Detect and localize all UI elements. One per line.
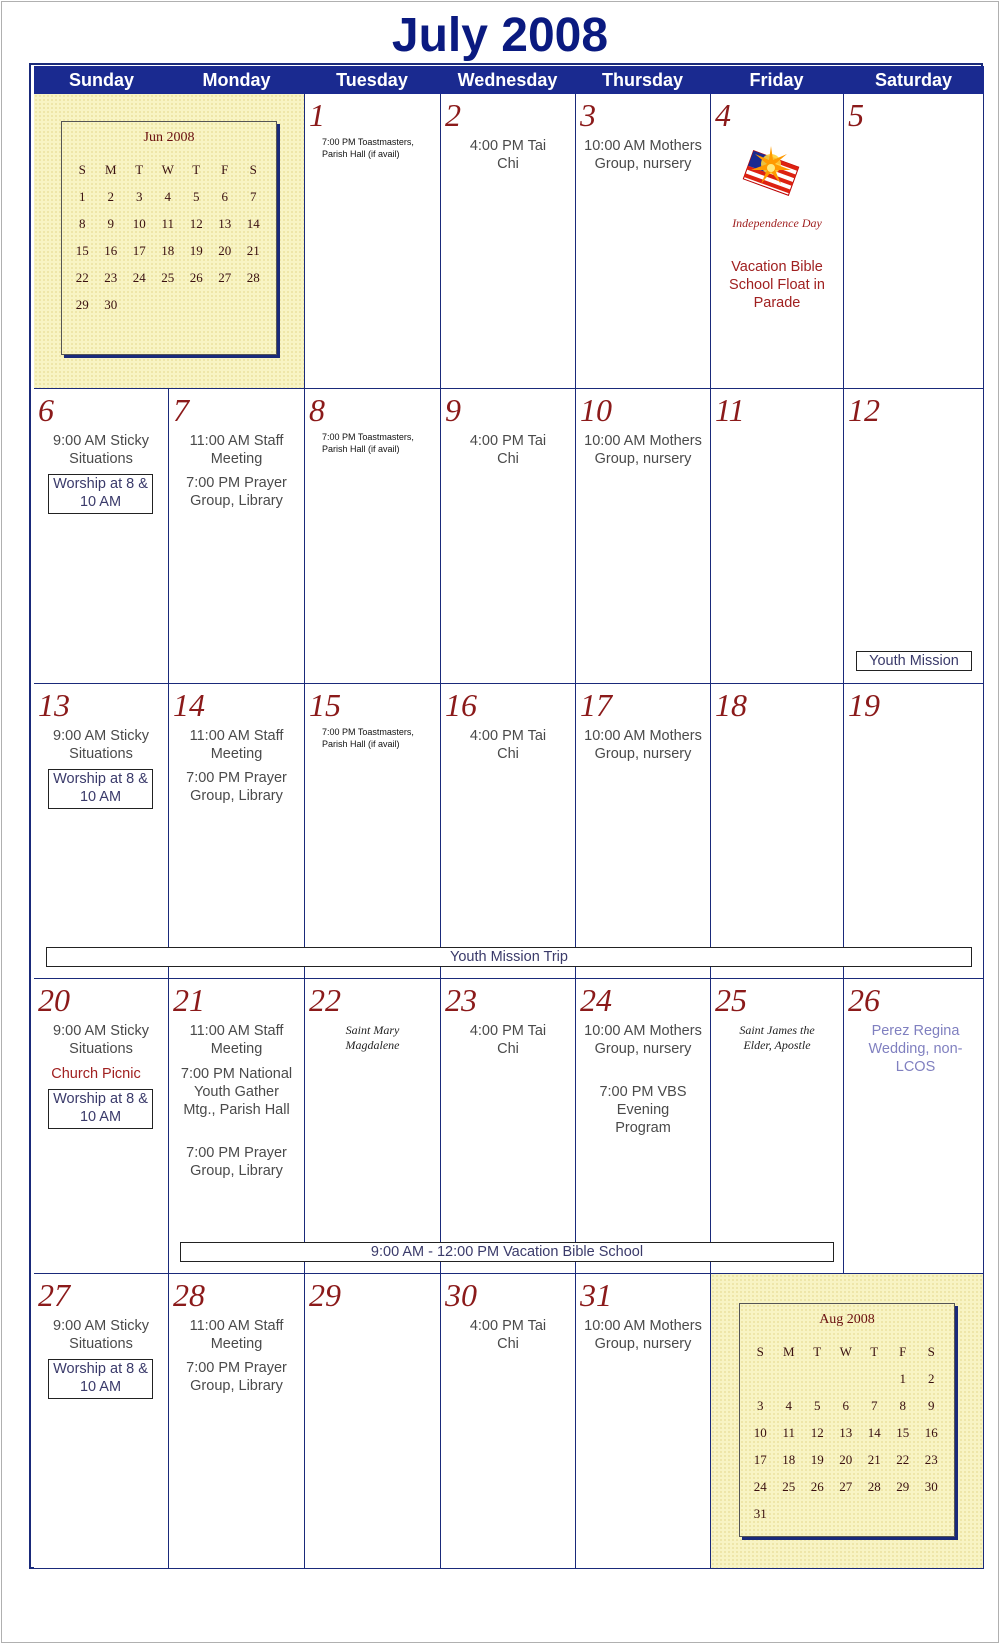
weekday-thursday: Thursday bbox=[601, 70, 684, 90]
mini-day: 4 bbox=[785, 1397, 792, 1413]
weekday-monday: Monday bbox=[202, 70, 271, 90]
mini-day: 29 bbox=[896, 1478, 910, 1494]
day-cell-2[interactable] bbox=[441, 94, 576, 389]
day-cell-9[interactable] bbox=[441, 389, 576, 684]
day-number: 26 bbox=[848, 982, 880, 1018]
mini-day: 23 bbox=[104, 269, 118, 285]
day-number: 24 bbox=[580, 982, 612, 1018]
mini-day: 6 bbox=[221, 188, 228, 204]
day-cell-3[interactable] bbox=[576, 94, 711, 389]
mini-day: 7 bbox=[250, 188, 257, 204]
mini-day: 19 bbox=[810, 1451, 824, 1467]
next-month-cell bbox=[711, 1274, 984, 1569]
mini-day: 21 bbox=[867, 1451, 881, 1467]
event-independence-day[interactable]: Independence Day bbox=[732, 216, 822, 230]
day-cell-21[interactable] bbox=[169, 979, 305, 1274]
mini-day: 8 bbox=[79, 215, 86, 231]
day-number: 20 bbox=[38, 982, 70, 1018]
mini-day: 13 bbox=[839, 1424, 853, 1440]
mini-header: W bbox=[161, 161, 174, 177]
day-cell-26[interactable] bbox=[844, 979, 984, 1274]
mini-day: 16 bbox=[104, 242, 118, 258]
event-worship[interactable]: Worship at 8 & 10 AM bbox=[48, 769, 153, 809]
mini-day: 20 bbox=[839, 1451, 853, 1467]
mini-day: 26 bbox=[810, 1478, 824, 1494]
day-number: 28 bbox=[173, 1277, 205, 1313]
day-number: 8 bbox=[309, 392, 325, 428]
day-number: 18 bbox=[715, 687, 747, 723]
mini-day: 31 bbox=[753, 1505, 767, 1521]
mini-header: M bbox=[782, 1343, 795, 1359]
event-staff-meeting[interactable]: 11:00 AM Staff Meeting bbox=[189, 728, 284, 762]
day-number: 22 bbox=[309, 982, 341, 1018]
day-cell-30[interactable] bbox=[441, 1274, 576, 1569]
day-number: 30 bbox=[445, 1277, 477, 1313]
day-cell-29[interactable] bbox=[305, 1274, 441, 1569]
event-prayer-group[interactable]: 7:00 PM Prayer Group, Library bbox=[186, 1360, 287, 1394]
mini-day: 22 bbox=[896, 1451, 910, 1467]
mini-day: 2 bbox=[928, 1370, 935, 1386]
mini-header: S bbox=[756, 1343, 764, 1359]
mini-day: 17 bbox=[753, 1451, 767, 1467]
mini-day: 10 bbox=[753, 1424, 767, 1440]
event-tai-chi[interactable]: 4:00 PM Tai Chi bbox=[469, 138, 547, 172]
event-church-picnic[interactable]: Church Picnic bbox=[51, 1066, 141, 1082]
event-toastmasters[interactable]: 7:00 PM Toastmasters, Parish Hall (if avail) bbox=[322, 432, 414, 454]
day-number: 4 bbox=[715, 97, 731, 133]
event-sticky-situations[interactable]: 9:00 AM Sticky Situations bbox=[53, 728, 149, 762]
day-cell-15[interactable] bbox=[305, 684, 441, 979]
mini-day: 9 bbox=[928, 1397, 935, 1413]
day-number: 14 bbox=[173, 687, 205, 723]
event-national-youth[interactable]: 7:00 PM National Youth Gather Mtg., Parish Hall bbox=[180, 1066, 293, 1118]
event-vbs-float[interactable]: Vacation Bible School Float in Parade bbox=[729, 259, 825, 311]
mini-header: T bbox=[813, 1343, 822, 1359]
event-tai-chi[interactable]: 4:00 PM Tai Chi bbox=[469, 728, 547, 762]
day-number: 27 bbox=[38, 1277, 70, 1313]
mini-day bbox=[182, 291, 211, 318]
mini-header: T bbox=[870, 1343, 879, 1359]
mini-calendar-august bbox=[739, 1303, 955, 1537]
day-cell-17[interactable] bbox=[576, 684, 711, 979]
event-prayer-group[interactable]: 7:00 PM Prayer Group, Library bbox=[186, 770, 287, 804]
event-worship[interactable]: Worship at 8 & 10 AM bbox=[48, 1359, 153, 1399]
day-number: 9 bbox=[445, 392, 461, 428]
event-sticky-situations[interactable]: 9:00 AM Sticky Situations bbox=[53, 1023, 149, 1057]
mini-day: 9 bbox=[107, 215, 114, 231]
mini-day: 14 bbox=[246, 215, 260, 231]
mini-day: 28 bbox=[246, 269, 260, 285]
mini-day: 8 bbox=[899, 1397, 906, 1413]
mini-day: 27 bbox=[218, 269, 232, 285]
day-number: 10 bbox=[580, 392, 612, 428]
event-sticky-situations[interactable]: 9:00 AM Sticky Situations bbox=[53, 1318, 149, 1352]
event-staff-meeting[interactable]: 11:00 AM Staff Meeting bbox=[189, 433, 284, 467]
event-toastmasters[interactable]: 7:00 PM Toastmasters, Parish Hall (if avail) bbox=[322, 727, 414, 749]
mini-day: 19 bbox=[189, 242, 203, 258]
mini-day: 5 bbox=[193, 188, 200, 204]
day-number: 31 bbox=[580, 1277, 612, 1313]
day-number: 15 bbox=[309, 687, 341, 723]
event-worship[interactable]: Worship at 8 & 10 AM bbox=[48, 1089, 153, 1129]
event-staff-meeting[interactable]: 11:00 AM Staff Meeting bbox=[189, 1023, 284, 1057]
day-cell-25[interactable] bbox=[711, 979, 844, 1274]
day-cell-23[interactable] bbox=[441, 979, 576, 1274]
day-number: 5 bbox=[848, 97, 864, 133]
mini-header: F bbox=[899, 1343, 907, 1359]
event-tai-chi[interactable]: 4:00 PM Tai Chi bbox=[469, 1318, 547, 1352]
day-cell-20[interactable] bbox=[34, 979, 169, 1274]
mini-header: T bbox=[135, 161, 144, 177]
weekday-header bbox=[34, 66, 984, 94]
event-sticky-situations[interactable]: 9:00 AM Sticky Situations bbox=[53, 433, 149, 467]
mini-day: 13 bbox=[218, 215, 232, 231]
day-number: 6 bbox=[38, 392, 54, 428]
day-cell-12[interactable] bbox=[844, 389, 984, 684]
weekday-tuesday: Tuesday bbox=[336, 70, 408, 90]
mini-header: S bbox=[78, 161, 86, 177]
day-cell-27[interactable] bbox=[34, 1274, 169, 1569]
mini-day: 10 bbox=[132, 215, 146, 231]
event-prayer-group[interactable]: 7:00 PM Prayer Group, Library bbox=[186, 1145, 287, 1179]
event-worship[interactable]: Worship at 8 & 10 AM bbox=[48, 474, 153, 514]
mini-calendar-table bbox=[746, 1338, 946, 1527]
event-mothers-group[interactable]: 10:00 AM Mothers Group, nursery bbox=[584, 138, 702, 172]
event-vbs-evening[interactable]: 7:00 PM VBS Evening Program bbox=[599, 1084, 687, 1136]
day-cell-5[interactable] bbox=[844, 94, 984, 389]
event-wedding[interactable]: Perez Regina Wedding, non-LCOS bbox=[868, 1023, 963, 1075]
event-staff-meeting[interactable]: 11:00 AM Staff Meeting bbox=[189, 1318, 284, 1352]
day-number: 25 bbox=[715, 982, 747, 1018]
mini-day: 25 bbox=[161, 269, 175, 285]
mini-day bbox=[803, 1500, 832, 1527]
mini-day: 6 bbox=[842, 1397, 849, 1413]
mini-day: 15 bbox=[896, 1424, 910, 1440]
mini-day: 16 bbox=[924, 1424, 938, 1440]
day-cell-13[interactable] bbox=[34, 684, 169, 979]
event-mothers-group[interactable]: 10:00 AM Mothers Group, nursery bbox=[584, 1318, 702, 1352]
event-youth-mission-trip[interactable]: Youth Mission Trip bbox=[46, 947, 972, 967]
day-number: 11 bbox=[715, 392, 745, 428]
mini-calendar-table bbox=[68, 156, 268, 318]
day-cell-10[interactable] bbox=[576, 389, 711, 684]
day-number: 12 bbox=[848, 392, 880, 428]
mini-header: M bbox=[104, 161, 117, 177]
mini-day bbox=[775, 1365, 804, 1392]
day-cell-22[interactable] bbox=[305, 979, 441, 1274]
day-cell-14[interactable] bbox=[169, 684, 305, 979]
mini-day: 28 bbox=[867, 1478, 881, 1494]
mini-day: 3 bbox=[136, 188, 143, 204]
mini-day bbox=[803, 1365, 832, 1392]
mini-day: 12 bbox=[810, 1424, 824, 1440]
event-youth-mission[interactable]: Youth Mission bbox=[856, 651, 972, 671]
mini-calendar-title: Aug 2008 bbox=[819, 1312, 875, 1327]
mini-day: 15 bbox=[75, 242, 89, 258]
day-number: 23 bbox=[445, 982, 477, 1018]
mini-day: 1 bbox=[79, 188, 86, 204]
mini-day bbox=[211, 291, 240, 318]
day-cell-28[interactable] bbox=[169, 1274, 305, 1569]
fireworks-flag-icon bbox=[735, 140, 807, 206]
mini-day bbox=[889, 1500, 918, 1527]
day-cell-19[interactable] bbox=[844, 684, 984, 979]
mini-header: W bbox=[839, 1343, 852, 1359]
mini-day: 11 bbox=[782, 1424, 796, 1440]
day-number: 29 bbox=[309, 1277, 341, 1313]
mini-calendar-june bbox=[61, 121, 277, 355]
mini-day: 18 bbox=[782, 1451, 796, 1467]
weekday-friday: Friday bbox=[749, 70, 804, 90]
mini-day: 24 bbox=[132, 269, 146, 285]
day-cell-18[interactable] bbox=[711, 684, 844, 979]
mini-day: 30 bbox=[104, 296, 118, 312]
mini-day: 5 bbox=[814, 1397, 821, 1413]
mini-day: 29 bbox=[75, 296, 89, 312]
mini-day: 7 bbox=[871, 1397, 878, 1413]
mini-day: 18 bbox=[161, 242, 175, 258]
day-number: 3 bbox=[580, 97, 596, 133]
mini-day: 3 bbox=[757, 1397, 764, 1413]
mini-day bbox=[860, 1365, 889, 1392]
day-cell-4[interactable] bbox=[711, 94, 844, 389]
day-number: 21 bbox=[173, 982, 205, 1018]
day-cell-16[interactable] bbox=[441, 684, 576, 979]
mini-calendar-title: Jun 2008 bbox=[143, 130, 195, 145]
mini-header: T bbox=[192, 161, 201, 177]
event-toastmasters[interactable]: 7:00 PM Toastmasters, Parish Hall (if avail) bbox=[322, 137, 414, 159]
mini-day bbox=[917, 1500, 946, 1527]
mini-day: 27 bbox=[839, 1478, 853, 1494]
mini-day bbox=[832, 1365, 861, 1392]
prev-month-cell bbox=[34, 94, 305, 389]
mini-day: 4 bbox=[164, 188, 171, 204]
mini-day: 20 bbox=[218, 242, 232, 258]
mini-day: 26 bbox=[189, 269, 203, 285]
event-saint-james[interactable]: Saint James the Elder, Apostle bbox=[739, 1023, 815, 1052]
event-mothers-group[interactable]: 10:00 AM Mothers Group, nursery bbox=[584, 728, 702, 762]
mini-header: S bbox=[249, 161, 257, 177]
mini-day: 22 bbox=[75, 269, 89, 285]
day-number: 7 bbox=[173, 392, 189, 428]
day-cell-24[interactable] bbox=[576, 979, 711, 1274]
event-vacation-bible-school[interactable]: 9:00 AM - 12:00 PM Vacation Bible School bbox=[180, 1242, 834, 1262]
event-tai-chi[interactable]: 4:00 PM Tai Chi bbox=[469, 1023, 547, 1057]
weekday-saturday: Saturday bbox=[874, 70, 953, 90]
mini-day: 21 bbox=[246, 242, 260, 258]
event-mothers-group[interactable]: 10:00 AM Mothers Group, nursery bbox=[584, 433, 702, 467]
mini-day bbox=[154, 291, 183, 318]
mini-day bbox=[775, 1500, 804, 1527]
day-number: 2 bbox=[445, 97, 461, 133]
event-prayer-group[interactable]: 7:00 PM Prayer Group, Library bbox=[186, 475, 287, 509]
day-number: 1 bbox=[309, 97, 325, 133]
day-number: 17 bbox=[580, 687, 612, 723]
event-saint-mary[interactable]: Saint Mary Magdalene bbox=[345, 1023, 400, 1052]
weekday-sunday: Sunday bbox=[68, 70, 134, 90]
day-cell-6[interactable] bbox=[34, 389, 169, 684]
mini-day: 30 bbox=[924, 1478, 938, 1494]
mini-header: S bbox=[927, 1343, 935, 1359]
mini-day bbox=[125, 291, 154, 318]
day-cell-7[interactable] bbox=[169, 389, 305, 684]
day-number: 19 bbox=[848, 687, 880, 723]
mini-day: 2 bbox=[107, 188, 114, 204]
page-title: July 2008 bbox=[391, 9, 609, 62]
day-number: 13 bbox=[38, 687, 70, 723]
mini-day bbox=[239, 291, 268, 318]
mini-day bbox=[832, 1500, 861, 1527]
weekday-wednesday: Wednesday bbox=[457, 70, 558, 90]
day-number: 16 bbox=[445, 687, 477, 723]
mini-day: 12 bbox=[189, 215, 203, 231]
mini-day: 23 bbox=[924, 1451, 938, 1467]
mini-day bbox=[746, 1365, 775, 1392]
mini-header: F bbox=[221, 161, 229, 177]
mini-day: 1 bbox=[899, 1370, 906, 1386]
mini-day: 11 bbox=[161, 215, 175, 231]
day-cell-1[interactable] bbox=[305, 94, 441, 389]
mini-day: 24 bbox=[753, 1478, 767, 1494]
mini-day: 25 bbox=[782, 1478, 796, 1494]
event-tai-chi[interactable]: 4:00 PM Tai Chi bbox=[469, 433, 547, 467]
mini-day: 17 bbox=[132, 242, 146, 258]
day-cell-31[interactable] bbox=[576, 1274, 711, 1569]
event-mothers-group[interactable]: 10:00 AM Mothers Group, nursery bbox=[584, 1023, 702, 1057]
day-cell-8[interactable] bbox=[305, 389, 441, 684]
mini-day: 14 bbox=[867, 1424, 881, 1440]
mini-day bbox=[860, 1500, 889, 1527]
day-cell-11[interactable] bbox=[711, 389, 844, 684]
